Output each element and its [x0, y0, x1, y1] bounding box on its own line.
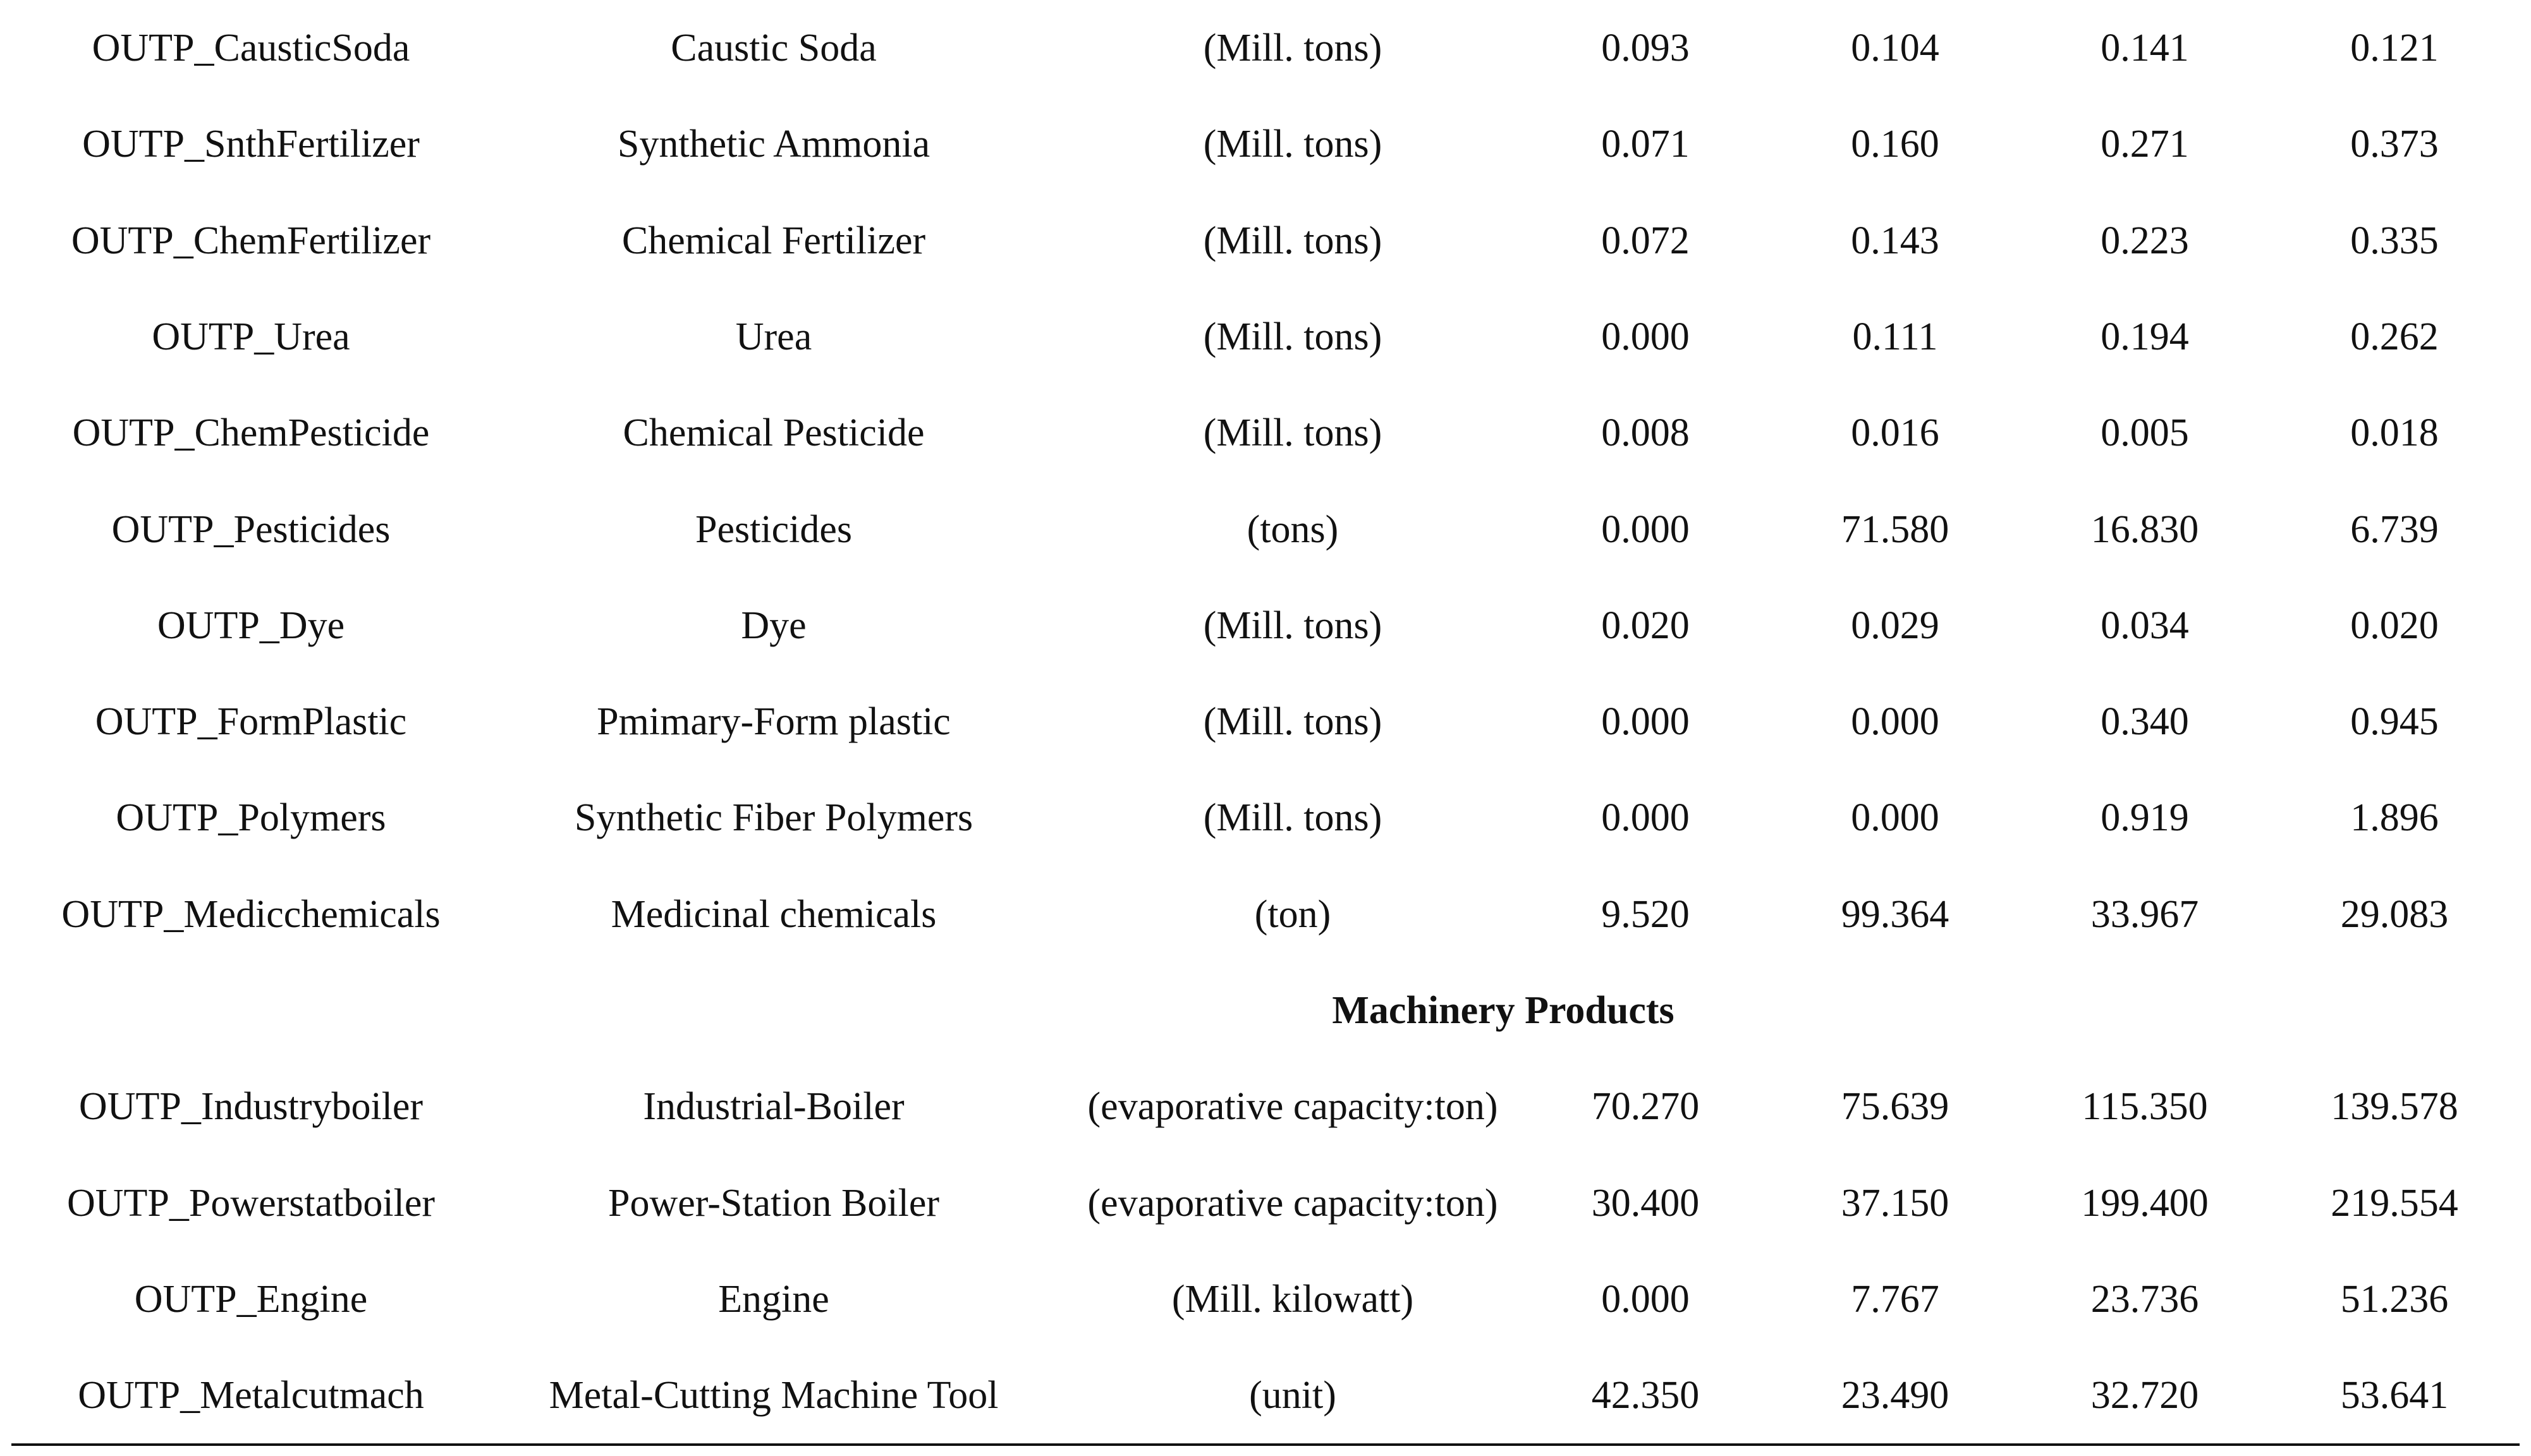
value-cell-1: 0.000: [1601, 507, 1690, 551]
value-cell-3: 0.141: [2101, 27, 2189, 70]
unit-cell: (evaporative capacity:ton): [1087, 1085, 1498, 1129]
variable-code-cell: OUTP_ChemFertilizer: [71, 219, 431, 262]
value-cell-2: 7.767: [1851, 1277, 1939, 1321]
product-name-cell: Pesticides: [695, 507, 852, 551]
value-cell-2: 71.580: [1841, 507, 1949, 551]
value-cell-1: 42.350: [1591, 1374, 1700, 1417]
table-row: [0, 96, 2531, 192]
table-row: [0, 0, 2531, 96]
unit-cell: (Mill. kilowatt): [1171, 1277, 1414, 1321]
value-cell-1: 0.000: [1601, 1277, 1690, 1321]
variable-code-cell: OUTP_CausticSoda: [92, 27, 410, 70]
section-title: Machinery Products: [1332, 989, 1674, 1032]
unit-cell: (Mill. tons): [1203, 796, 1382, 840]
variable-code-cell: OUTP_Pesticides: [111, 507, 391, 551]
unit-cell: (Mill. tons): [1203, 411, 1382, 455]
unit-cell: (evaporative capacity:ton): [1087, 1181, 1498, 1225]
table-row: [0, 1347, 2531, 1443]
value-cell-4: 0.020: [2350, 604, 2439, 647]
table-row: [0, 866, 2531, 962]
value-cell-3: 16.830: [2090, 507, 2199, 551]
section-header: [0, 962, 2531, 1059]
value-cell-3: 0.340: [2101, 700, 2189, 744]
value-cell-1: 0.093: [1601, 27, 1690, 70]
variable-code-cell: OUTP_Industryboiler: [78, 1085, 424, 1129]
value-cell-2: 0.029: [1851, 604, 1939, 647]
table-row: [0, 1155, 2531, 1251]
value-cell-1: 0.071: [1601, 123, 1690, 166]
value-cell-2: 0.143: [1851, 219, 1939, 262]
value-cell-3: 0.034: [2101, 604, 2189, 647]
unit-cell: (unit): [1249, 1374, 1336, 1417]
value-cell-2: 37.150: [1841, 1181, 1949, 1225]
variable-code-cell: OUTP_Medicchemicals: [61, 892, 441, 936]
value-cell-4: 53.641: [2340, 1374, 2449, 1417]
product-name-cell: Synthetic Ammonia: [617, 123, 930, 166]
value-cell-4: 0.018: [2350, 411, 2439, 455]
product-name-cell: Engine: [718, 1277, 829, 1321]
value-cell-1: 0.000: [1601, 700, 1690, 744]
value-cell-4: 0.945: [2350, 700, 2439, 744]
variable-code-cell: OUTP_FormPlastic: [95, 700, 407, 744]
product-name-cell: Chemical Pesticide: [623, 411, 925, 455]
value-cell-4: 0.335: [2350, 219, 2439, 262]
value-cell-3: 0.194: [2101, 315, 2189, 358]
value-cell-3: 32.720: [2090, 1374, 2199, 1417]
value-cell-3: 199.400: [2081, 1181, 2209, 1225]
unit-cell: (Mill. tons): [1203, 219, 1382, 262]
unit-cell: (ton): [1254, 892, 1331, 936]
table-row: [0, 385, 2531, 481]
table-row: [0, 674, 2531, 770]
value-cell-4: 139.578: [2331, 1085, 2458, 1129]
table-row: [0, 1251, 2531, 1347]
value-cell-1: 70.270: [1591, 1085, 1700, 1129]
variable-code-cell: OUTP_Dye: [157, 604, 345, 647]
unit-cell: (Mill. tons): [1203, 604, 1382, 647]
table-row: [0, 482, 2531, 578]
value-cell-2: 23.490: [1841, 1374, 1949, 1417]
value-cell-3: 23.736: [2090, 1277, 2199, 1321]
value-cell-1: 9.520: [1601, 892, 1690, 936]
value-cell-3: 115.350: [2082, 1085, 2208, 1129]
value-cell-1: 0.000: [1601, 796, 1690, 840]
value-cell-2: 99.364: [1841, 892, 1949, 936]
table-row: [0, 193, 2531, 289]
value-cell-1: 0.072: [1601, 219, 1690, 262]
product-name-cell: Metal-Cutting Machine Tool: [549, 1374, 999, 1417]
product-name-cell: Medicinal chemicals: [611, 892, 937, 936]
value-cell-3: 0.919: [2101, 796, 2189, 840]
value-cell-2: 0.104: [1851, 27, 1939, 70]
value-cell-4: 219.554: [2331, 1181, 2458, 1225]
value-cell-4: 6.739: [2350, 507, 2439, 551]
table-row: [0, 578, 2531, 674]
value-cell-4: 0.121: [2350, 27, 2439, 70]
variable-code-cell: OUTP_Urea: [152, 315, 350, 358]
value-cell-4: 29.083: [2340, 892, 2449, 936]
value-cell-3: 0.005: [2101, 411, 2189, 455]
product-name-cell: Pmimary-Form plastic: [597, 700, 951, 744]
value-cell-4: 0.262: [2350, 315, 2439, 358]
value-cell-4: 51.236: [2340, 1277, 2449, 1321]
table-row: [0, 1059, 2531, 1155]
table-bottom-rule: [11, 1443, 2520, 1446]
variable-code-cell: OUTP_Engine: [134, 1277, 368, 1321]
variable-code-cell: OUTP_Powerstatboiler: [66, 1181, 436, 1225]
value-cell-2: 0.111: [1852, 315, 1938, 358]
variable-code-cell: OUTP_Polymers: [116, 796, 386, 840]
product-name-cell: Industrial-Boiler: [643, 1085, 905, 1129]
value-cell-2: 75.639: [1841, 1085, 1949, 1129]
product-name-cell: Chemical Fertilizer: [621, 219, 926, 262]
table-row: [0, 289, 2531, 385]
value-cell-2: 0.160: [1851, 123, 1939, 166]
value-cell-2: 0.000: [1851, 700, 1939, 744]
unit-cell: (tons): [1247, 507, 1339, 551]
product-name-cell: Synthetic Fiber Polymers: [574, 796, 973, 840]
product-name-cell: Urea: [735, 315, 812, 358]
product-name-cell: Caustic Soda: [671, 27, 877, 70]
variable-code-cell: OUTP_Metalcutmach: [78, 1374, 424, 1417]
table-row: [0, 770, 2531, 866]
unit-cell: (Mill. tons): [1203, 700, 1382, 744]
unit-cell: (Mill. tons): [1203, 27, 1382, 70]
value-cell-2: 0.016: [1851, 411, 1939, 455]
value-cell-1: 0.020: [1601, 604, 1690, 647]
product-name-cell: Power-Station Boiler: [608, 1181, 939, 1225]
value-cell-2: 0.000: [1851, 796, 1939, 840]
value-cell-1: 0.008: [1601, 411, 1690, 455]
value-cell-3: 0.271: [2101, 123, 2189, 166]
value-cell-4: 0.373: [2350, 123, 2439, 166]
value-cell-3: 0.223: [2101, 219, 2189, 262]
value-cell-4: 1.896: [2350, 796, 2439, 840]
value-cell-1: 30.400: [1591, 1181, 1700, 1225]
unit-cell: (Mill. tons): [1203, 315, 1382, 358]
product-name-cell: Dye: [741, 604, 807, 647]
value-cell-1: 0.000: [1601, 315, 1690, 358]
variable-code-cell: OUTP_ChemPesticide: [72, 411, 430, 455]
value-cell-3: 33.967: [2090, 892, 2199, 936]
unit-cell: (Mill. tons): [1203, 123, 1382, 166]
variable-code-cell: OUTP_SnthFertilizer: [82, 123, 420, 166]
